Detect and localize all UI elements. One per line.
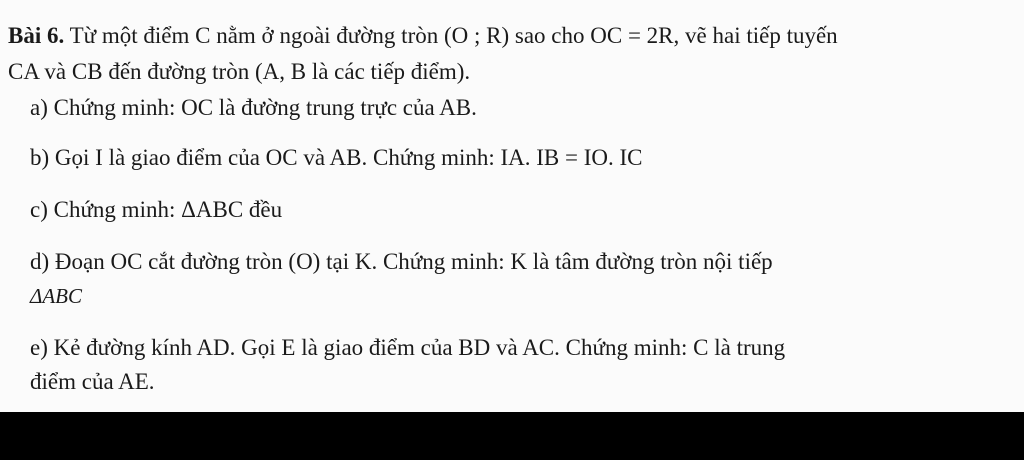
part-b: b) Gọi I là giao điểm của OC và AB. Chứng minh: IA. IB = IO. IC: [30, 145, 643, 170]
part-d-line-2: ΔABC: [30, 284, 82, 308]
problem-intro-text-1: Từ một điểm C nằm ở ngoài đường tròn (O ; R) sao cho OC = 2R, vẽ hai tiếp tuyến: [64, 23, 838, 48]
part-e-line-1: e) Kẻ đường kính AD. Gọi E là giao điểm của BD và AC. Chứng minh: C là trung: [30, 335, 786, 360]
problem-heading: Bài 6.: [8, 23, 65, 48]
part-e-line-2: điểm của AE.: [30, 369, 155, 394]
black-bottom-bar: [0, 412, 1024, 460]
part-a: a) Chứng minh: OC là đường trung trực của AB.: [30, 95, 477, 120]
part-d-line-1: d) Đoạn OC cắt đường tròn (O) tại K. Chứng minh: K là tâm đường tròn nội tiếp: [30, 249, 773, 274]
part-c: c) Chứng minh: ΔABC đều: [30, 197, 283, 222]
problem-intro-line-2: CA và CB đến đường tròn (A, B là các tiếp điểm).: [8, 59, 471, 84]
problem-intro-line-1: [8, 22, 838, 50]
